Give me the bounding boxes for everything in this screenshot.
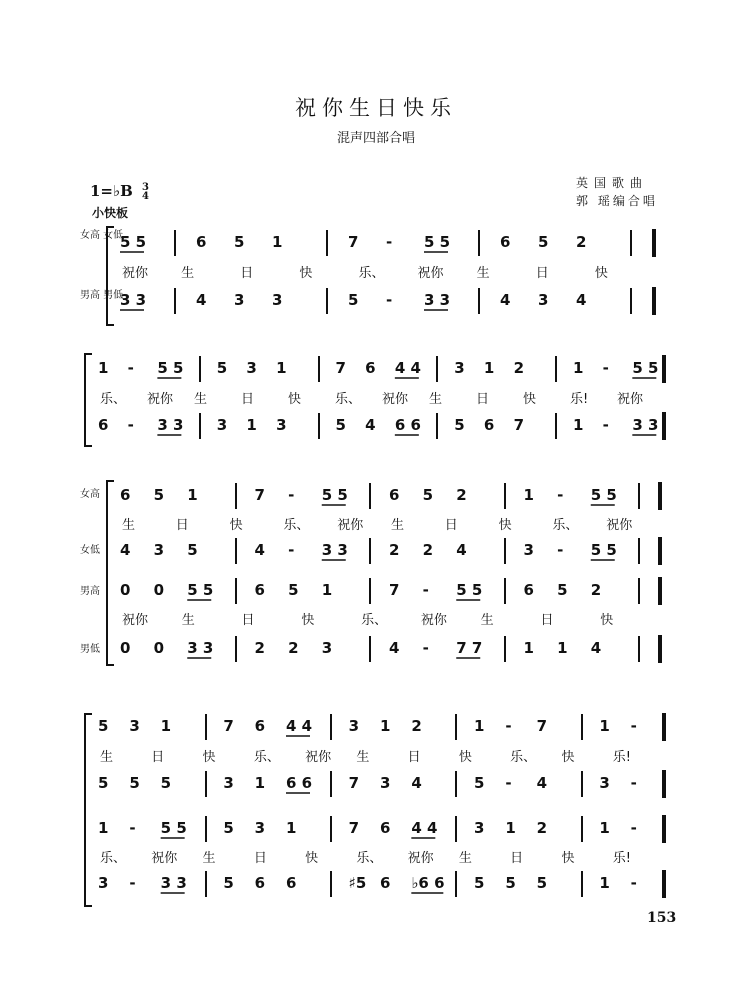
- note: -: [422, 639, 429, 657]
- note: 4: [411, 774, 422, 792]
- note: 4 4: [411, 819, 438, 837]
- lyric-syllable: 日: [407, 750, 421, 765]
- lyric-syllable: 快: [301, 613, 315, 628]
- note: 3: [234, 291, 245, 309]
- note: 3 3: [424, 291, 451, 309]
- lyric-syllable: 日: [444, 518, 458, 533]
- note: -: [129, 819, 136, 837]
- note: 5: [223, 819, 234, 837]
- note: 4 4: [286, 717, 313, 735]
- note: 1: [474, 717, 485, 735]
- composer-credit: 英国歌曲: [576, 176, 649, 190]
- lyric-syllable: 快: [305, 851, 319, 866]
- note: 5 5: [120, 233, 147, 251]
- note: 3: [348, 717, 360, 735]
- note: 5: [187, 541, 198, 559]
- note: -: [505, 717, 512, 735]
- note: 5: [422, 486, 434, 504]
- note: 5 5: [590, 486, 617, 504]
- note: 4: [389, 639, 400, 657]
- lyric-syllable: 快: [561, 851, 575, 866]
- note: 5 5: [632, 359, 659, 377]
- note: 4: [500, 291, 511, 309]
- lyric-syllable: 祝你: [147, 392, 174, 407]
- note: 3 3: [157, 416, 184, 434]
- note: 3: [523, 541, 534, 559]
- note: 2: [411, 717, 422, 735]
- note: 7 7: [456, 639, 483, 657]
- lyric-syllable: 祝你: [382, 392, 409, 407]
- voice-label-tenor: 男高: [80, 586, 100, 597]
- lyric-syllable: 乐、: [100, 851, 127, 866]
- note: 3: [216, 416, 228, 434]
- note: -: [127, 359, 134, 377]
- page-title: 祝你生日快乐: [295, 96, 457, 120]
- note: -: [127, 416, 134, 434]
- note: 6: [254, 874, 266, 892]
- note: 1: [572, 359, 584, 377]
- lyric-syllable: 乐!: [612, 851, 631, 866]
- note: 6: [98, 416, 109, 434]
- note: 1: [483, 359, 495, 377]
- note: 1: [254, 774, 266, 792]
- note: 3: [380, 774, 391, 792]
- note: 4: [120, 541, 131, 559]
- note: 3: [223, 774, 234, 792]
- voice-label-soprano: 女高: [80, 489, 100, 500]
- note: 3 3: [321, 541, 348, 559]
- note: -: [386, 291, 393, 309]
- note: -: [505, 774, 512, 792]
- lyric-syllable: 祝你: [617, 392, 644, 407]
- note: 2: [456, 486, 467, 504]
- note: -: [288, 486, 295, 504]
- note: 6: [365, 359, 376, 377]
- time-sig-top: 3: [142, 182, 149, 193]
- lyric-syllable: 祝你: [420, 613, 447, 628]
- note: 4: [536, 774, 548, 792]
- note: 5: [98, 717, 109, 735]
- note: 5 5: [187, 581, 214, 599]
- note: 0: [120, 581, 131, 599]
- note: -: [386, 233, 393, 251]
- note: 5: [536, 874, 548, 892]
- note: 1: [523, 639, 534, 657]
- lyric-syllable: 乐、: [283, 518, 310, 533]
- note: 2: [576, 233, 587, 251]
- note: 7: [348, 233, 359, 251]
- note: 5: [153, 486, 165, 504]
- voice-label-women: 女高 女低: [80, 230, 124, 241]
- note: 3: [599, 774, 610, 792]
- note: 5: [505, 874, 516, 892]
- lyric-syllable: 快: [458, 750, 472, 765]
- note: 6 6: [394, 416, 421, 434]
- note: 5: [223, 874, 234, 892]
- note: 1: [599, 717, 610, 735]
- lyric-syllable: 乐、: [253, 750, 280, 765]
- note: 0: [153, 639, 165, 657]
- note: -: [129, 874, 136, 892]
- note: 1: [98, 819, 109, 837]
- note: 7: [389, 581, 400, 599]
- lyric-syllable: 生: [476, 266, 490, 281]
- subtitle: 混声四部合唱: [336, 131, 415, 146]
- note: 5 5: [456, 581, 483, 599]
- note: -: [630, 819, 637, 837]
- note: 1: [286, 819, 297, 837]
- note: 5: [454, 416, 465, 434]
- lyric-syllable: 快: [498, 518, 512, 533]
- note: 5: [160, 774, 172, 792]
- note: 7: [536, 717, 548, 735]
- note: 4: [590, 639, 602, 657]
- note: 0: [120, 639, 131, 657]
- lyric-syllable: 快: [594, 266, 608, 281]
- note: 6: [380, 874, 391, 892]
- note: -: [288, 541, 295, 559]
- lyric-syllable: 生: [480, 613, 494, 628]
- note: 6: [523, 581, 534, 599]
- lyric-syllable: 生: [356, 750, 370, 765]
- note: 7: [513, 416, 525, 434]
- lyric-syllable: 祝你: [151, 851, 178, 866]
- note: 5: [129, 774, 140, 792]
- lyric-syllable: 乐、: [552, 518, 579, 533]
- note: 5: [557, 581, 568, 599]
- lyric-syllable: 日: [240, 266, 254, 281]
- lyric-syllable: 祝你: [606, 518, 633, 533]
- note: 1: [98, 359, 109, 377]
- note: -: [630, 874, 637, 892]
- note: 2: [389, 541, 400, 559]
- note: 6: [380, 819, 391, 837]
- note: 2: [288, 639, 299, 657]
- note: 1: [160, 717, 172, 735]
- note: 1: [276, 359, 287, 377]
- note: 2: [536, 819, 548, 837]
- note: 6: [254, 581, 265, 599]
- note: 4 4: [394, 359, 421, 377]
- lyric-syllable: 生: [429, 392, 443, 407]
- note: 5 5: [590, 541, 617, 559]
- lyric-syllable: 乐、: [358, 266, 385, 281]
- note: 1: [321, 581, 333, 599]
- note: 6: [286, 874, 297, 892]
- voice-label-bass: 男低: [80, 644, 100, 655]
- lyric-syllable: 乐!: [570, 392, 589, 407]
- note: 3: [153, 541, 165, 559]
- lyric-syllable: 日: [253, 851, 267, 866]
- lyric-syllable: 乐、: [361, 613, 388, 628]
- note: -: [422, 581, 429, 599]
- note: 1: [272, 233, 283, 251]
- note: 1: [187, 486, 198, 504]
- note: 1: [523, 486, 534, 504]
- lyric-syllable: 祝你: [122, 613, 149, 628]
- note: 4: [196, 291, 207, 309]
- note: 0: [153, 581, 165, 599]
- lyric-syllable: 日: [175, 518, 189, 533]
- note: 6: [120, 486, 131, 504]
- note: 7: [335, 359, 346, 377]
- note: 3: [474, 819, 485, 837]
- note: 3 3: [632, 416, 659, 434]
- note: 2: [513, 359, 525, 377]
- lyric-syllable: 日: [241, 392, 255, 407]
- note: 3 3: [160, 874, 187, 892]
- note: 5: [474, 874, 485, 892]
- note: -: [602, 359, 609, 377]
- lyric-syllable: 乐、: [356, 851, 383, 866]
- note: 6: [389, 486, 400, 504]
- note: 4: [365, 416, 376, 434]
- note: 6 6: [286, 774, 313, 792]
- note: 5: [216, 359, 228, 377]
- lyric-syllable: 日: [476, 392, 490, 407]
- lyric-syllable: 生: [194, 392, 208, 407]
- voice-label-alto: 女低: [80, 545, 100, 556]
- note: 2: [422, 541, 434, 559]
- note: 3: [272, 291, 283, 309]
- note: 5 5: [424, 233, 451, 251]
- note: 3 3: [120, 291, 147, 309]
- note: 6: [500, 233, 511, 251]
- lyric-syllable: 祝你: [337, 518, 364, 533]
- lyric-syllable: 快: [600, 613, 614, 628]
- note: 5 5: [157, 359, 184, 377]
- note: 1: [572, 416, 584, 434]
- note: 2: [254, 639, 265, 657]
- note: 3 3: [187, 639, 214, 657]
- lyric-syllable: 快: [288, 392, 302, 407]
- note: 3: [321, 639, 333, 657]
- note: 4: [576, 291, 587, 309]
- tempo-marking: 小快板: [92, 206, 129, 220]
- note: -: [630, 717, 637, 735]
- lyric-syllable: 生: [202, 851, 216, 866]
- note: 7: [348, 774, 360, 792]
- lyric-syllable: 祝你: [305, 750, 332, 765]
- lyric-syllable: 生: [100, 750, 114, 765]
- lyric-syllable: 生: [181, 613, 195, 628]
- lyric-syllable: 生: [458, 851, 472, 866]
- note: 4: [456, 541, 467, 559]
- lyric-syllable: 快: [561, 750, 575, 765]
- lyric-syllable: 快: [202, 750, 216, 765]
- lyric-syllable: 快: [229, 518, 243, 533]
- arranger-credit: 郭 瑶编合唱: [576, 194, 658, 208]
- note: 1: [557, 639, 568, 657]
- page-number: 153: [647, 910, 677, 926]
- note: 2: [590, 581, 602, 599]
- note: 3: [129, 717, 140, 735]
- lyric-syllable: 生: [181, 266, 195, 281]
- note: 3: [254, 819, 266, 837]
- note: 1: [246, 416, 257, 434]
- lyric-syllable: 祝你: [122, 266, 149, 281]
- lyric-syllable: 快: [523, 392, 537, 407]
- note: 4: [254, 541, 265, 559]
- lyric-syllable: 祝你: [417, 266, 444, 281]
- voice-label-men: 男高 男低: [80, 290, 124, 301]
- note: 3: [246, 359, 257, 377]
- lyric-syllable: 乐、: [335, 392, 362, 407]
- note: 1: [505, 819, 516, 837]
- note: 3: [454, 359, 465, 377]
- note: -: [557, 486, 564, 504]
- lyric-syllable: 生: [391, 518, 405, 533]
- lyric-syllable: 乐、: [510, 750, 537, 765]
- note: 5: [288, 581, 299, 599]
- note: 5: [348, 291, 359, 309]
- key-text: 1=♭B: [90, 182, 133, 200]
- lyric-syllable: 乐、: [100, 392, 127, 407]
- note: -: [630, 774, 637, 792]
- lyric-syllable: 生: [122, 518, 136, 533]
- note: 3: [538, 291, 549, 309]
- note: -: [557, 541, 564, 559]
- lyric-syllable: 快: [299, 266, 313, 281]
- note: ♯5: [348, 874, 367, 892]
- lyric-syllable: 祝你: [407, 851, 434, 866]
- note: 5: [474, 774, 485, 792]
- lyric-syllable: 日: [540, 613, 554, 628]
- note: 1: [599, 819, 610, 837]
- note: 5 5: [321, 486, 348, 504]
- lyric-syllable: 日: [151, 750, 165, 765]
- note: -: [602, 416, 609, 434]
- note: 3: [98, 874, 109, 892]
- note: 7: [348, 819, 360, 837]
- note: 7: [223, 717, 234, 735]
- time-sig-bottom: 4: [142, 191, 149, 202]
- lyric-syllable: 乐!: [612, 750, 631, 765]
- note: ♭6 6: [411, 874, 445, 892]
- note: 5: [234, 233, 245, 251]
- lyric-syllable: 日: [510, 851, 524, 866]
- note: 5: [538, 233, 549, 251]
- lyric-syllable: 日: [241, 613, 255, 628]
- lyric-syllable: 日: [535, 266, 549, 281]
- note: 1: [599, 874, 610, 892]
- note: 3: [276, 416, 287, 434]
- note: 5: [98, 774, 109, 792]
- note: 5 5: [160, 819, 187, 837]
- note: 1: [380, 717, 391, 735]
- note: 6: [483, 416, 495, 434]
- note: 5: [335, 416, 346, 434]
- note: 7: [254, 486, 265, 504]
- note: 6: [196, 233, 207, 251]
- note: 6: [254, 717, 266, 735]
